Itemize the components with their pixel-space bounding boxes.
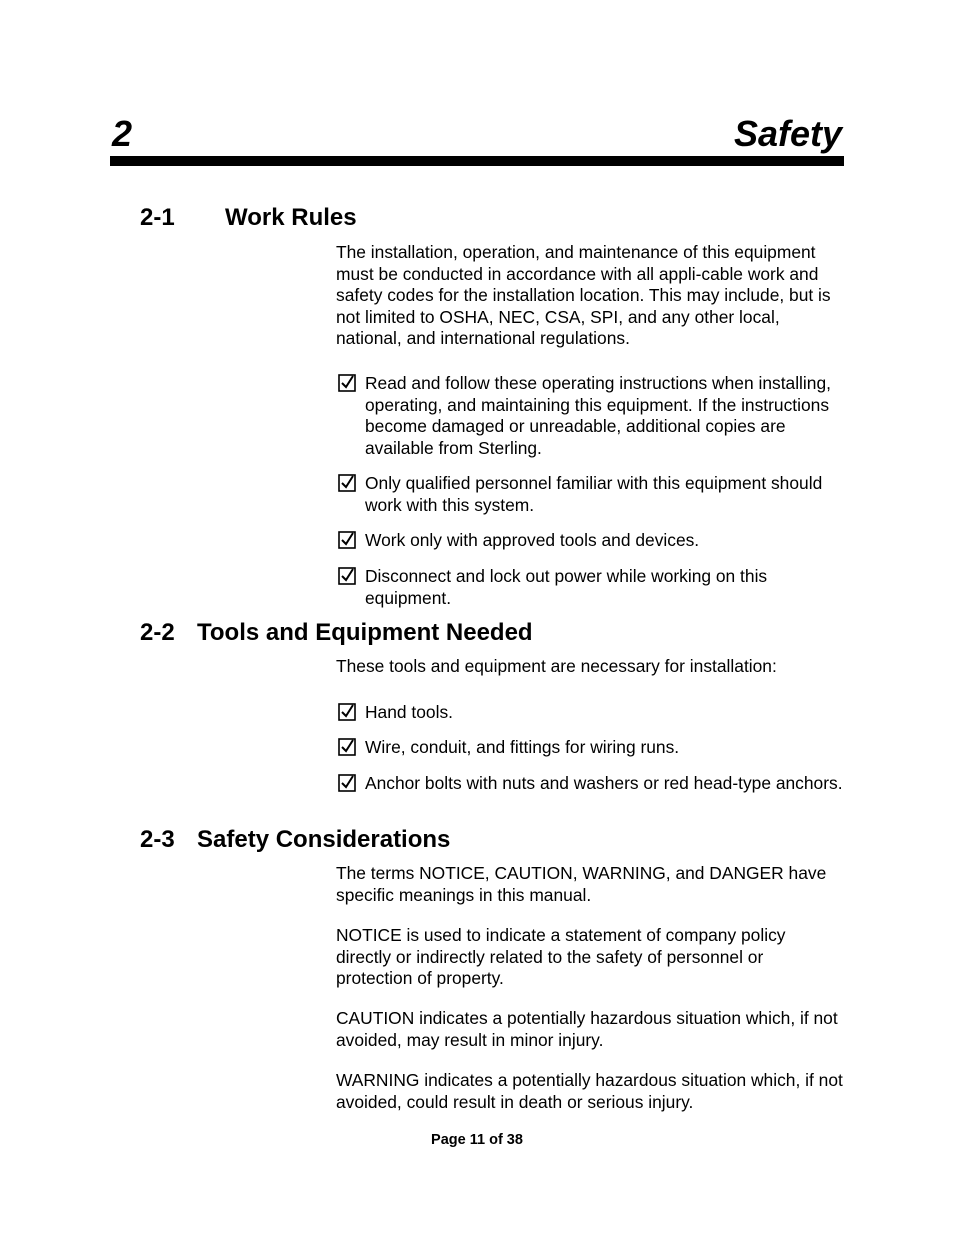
checklist-item-text: Only qualified personnel familiar with this equipment should work with this system. xyxy=(365,473,823,515)
section-number: 2-3 xyxy=(140,826,175,853)
checklist-item xyxy=(338,702,844,724)
checked-box-icon xyxy=(338,474,356,492)
checked-box-icon xyxy=(338,374,356,392)
section-number: 2-1 xyxy=(140,204,175,231)
chapter-rule xyxy=(110,156,844,166)
checklist-item xyxy=(338,530,844,552)
checklist-item xyxy=(338,773,844,795)
checklist-item xyxy=(338,737,844,759)
section-heading-tools xyxy=(140,618,533,648)
paragraph: The installation, operation, and maintenance of this equipment must be conducted in accordance with all appli-cable work and safety codes for the installation location. This may include, but is not limited to OSHA, NEC, CSA, SPI, and any other local, national, and international regulations. xyxy=(336,242,831,349)
page-number: Page 11 of 38 xyxy=(431,1132,523,1148)
chapter-header xyxy=(110,112,844,160)
checked-box-icon xyxy=(338,703,356,721)
section-title: Safety Considerations xyxy=(197,826,451,853)
section-title: Work Rules xyxy=(225,204,357,231)
checklist-item-text: Hand tools. xyxy=(365,702,453,722)
paragraph: The terms NOTICE, CAUTION, WARNING, and DANGER have specific meanings in this manual. xyxy=(336,863,827,905)
checked-box-icon xyxy=(338,531,356,549)
section-number: 2-2 xyxy=(140,619,175,646)
paragraph: These tools and equipment are necessary for installation: xyxy=(336,656,777,676)
paragraph-terms xyxy=(336,863,844,906)
checklist-item-text: Anchor bolts with nuts and washers or red head-type anchors. xyxy=(365,773,843,793)
checked-box-icon xyxy=(338,567,356,585)
chapter-title: Safety xyxy=(733,113,842,154)
checked-box-icon xyxy=(338,738,356,756)
paragraph-caution xyxy=(336,1008,844,1051)
paragraph-notice xyxy=(336,925,844,990)
section-intro xyxy=(336,242,844,350)
section-title: Tools and Equipment Needed xyxy=(197,619,533,646)
paragraph: CAUTION indicates a potentially hazardous situation which, if not avoided, may result in minor injury. xyxy=(336,1008,838,1050)
section-intro xyxy=(336,656,844,678)
checklist-item-text: Read and follow these operating instructions when installing, operating, and maintaining this equipment. If the instructions become damaged or unreadable, additional copies are available from Sterling. xyxy=(365,373,831,458)
checklist-item-text: Disconnect and lock out power while working on this equipment. xyxy=(365,566,768,608)
paragraph-warning xyxy=(336,1070,844,1113)
paragraph: WARNING indicates a potentially hazardous situation which, if not avoided, could result in death or serious injury. xyxy=(336,1070,843,1112)
checklist-item xyxy=(338,566,844,609)
checked-box-icon xyxy=(338,774,356,792)
checklist-item-text: Work only with approved tools and devices. xyxy=(365,530,700,550)
section-heading-safety-considerations xyxy=(140,825,450,855)
chapter-number: 2 xyxy=(112,113,133,154)
checklist-item-text: Wire, conduit, and fittings for wiring runs. xyxy=(365,737,680,757)
section-heading-work-rules xyxy=(140,203,357,233)
checklist-item xyxy=(338,373,844,459)
paragraph: NOTICE is used to indicate a statement of company policy directly or indirectly related to the safety of personnel or protection of property. xyxy=(336,925,786,989)
checklist-item xyxy=(338,473,844,516)
